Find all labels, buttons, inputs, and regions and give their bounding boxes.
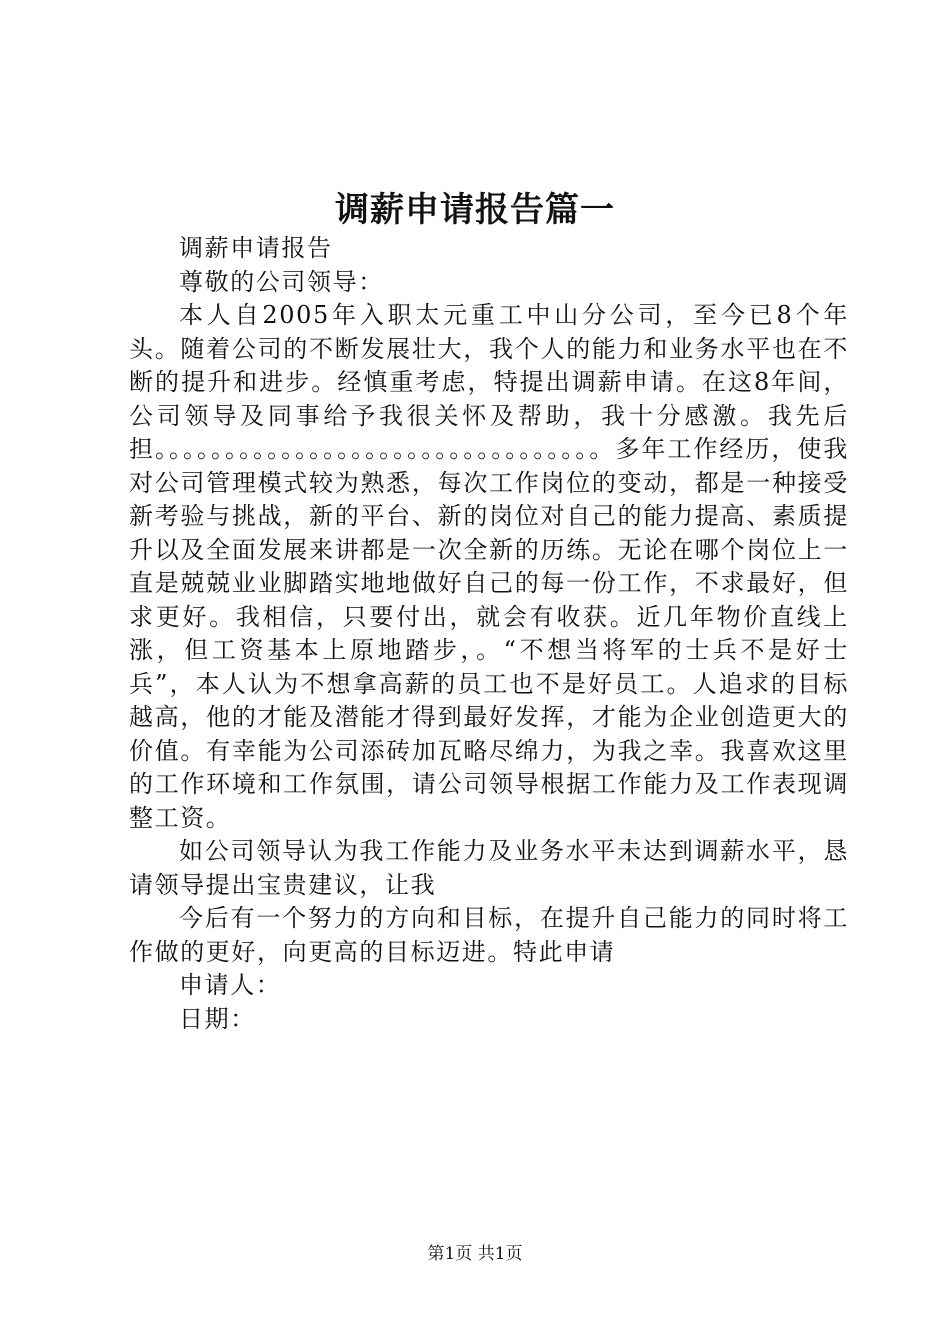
paragraph-heading: 调薪申请报告 <box>179 234 333 262</box>
paragraph-main: 本人自2005年入职太元重工中山分公司，至今已8个年头。随着公司的不断发展壮大，我个人的能力和业务水平也在不断的提升和进步。经慎重考虑，特提出调薪申请。在这8年间，公司领导及同事给予我很关怀及帮助，我十分感激。我先后担。。。。。。。。。。。。。。。。。。。。。。。。。。。。。。。。多年工作经历，使我对公司管理模式较为熟悉，每次工作岗位的变动，都是一种接受新考验与挑战，新的平台、新的岗位对自己的能力提高、素质提升以及全面发展来讲都是一次全新的历练。无论在哪个岗位上一直是兢兢业业脚踏实地地做好自己的每一份工作，不求最好，但求更好。我相信，只要付出，就会有收获。近几年物价直线上涨，但工资基本上原地踏步，。“不想当将军的士兵不是好士兵”，本人认为不想拿高薪的员工也不是好员工。人追求的目标越高，他的才能及潜能才得到最好发挥，才能为企业创造更大的价值。有幸能为公司添砖加瓦略尽绵力，为我之幸。我喜欢这里的工作环境和工作氛围，请公司领导根据工作能力及工作表现调整工资。 <box>129 301 849 832</box>
page-number-footer: 第1页 共1页 <box>427 1244 523 1264</box>
paragraph-applicant: 申请人： <box>179 971 282 999</box>
paragraph-closing: 今后有一个努力的方向和目标，在提升自己能力的同时将工作做的更好，向更高的目标迈进。特此申请 <box>129 904 849 966</box>
document-title: 调薪申请报告篇一 <box>335 190 615 230</box>
paragraph-request: 如公司领导认为我工作能力及业务水平未达到调薪水平，恳请领导提出宝贵建议，让我 <box>129 837 849 899</box>
document-body <box>129 232 849 1036</box>
paragraph-salutation: 尊敬的公司领导： <box>179 267 384 296</box>
paragraph-date: 日期： <box>179 1004 256 1033</box>
